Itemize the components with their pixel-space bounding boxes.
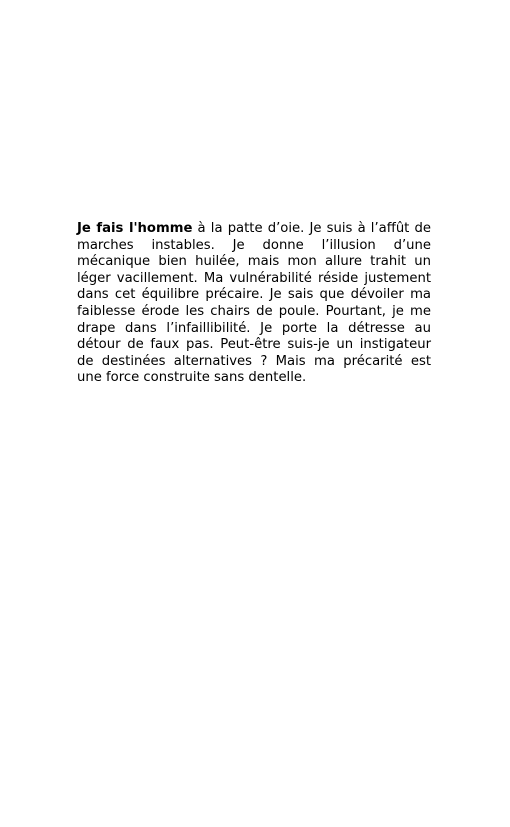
paragraph-body: à la patte d’oie. Je suis à l’affût de marches instables. Je donne l’illusion d’une mécanique bien huilée, mais mon allure trahit un léger vacillement. Ma vulnérabilité réside justement dans cet équilibre précaire. Je sais que dévoiler ma faiblesse érode les chairs de poule. Pourtant, je me drape dans l’infaillibilité. Je porte la détresse au détour de faux pas. Peut-être suis-je un instigateur de destinées alternatives ? Mais ma précarité est une force construite sans dentelle. (77, 221, 431, 386)
paragraph-lead: Je fais l'homme (77, 221, 193, 236)
body-paragraph (77, 221, 431, 387)
